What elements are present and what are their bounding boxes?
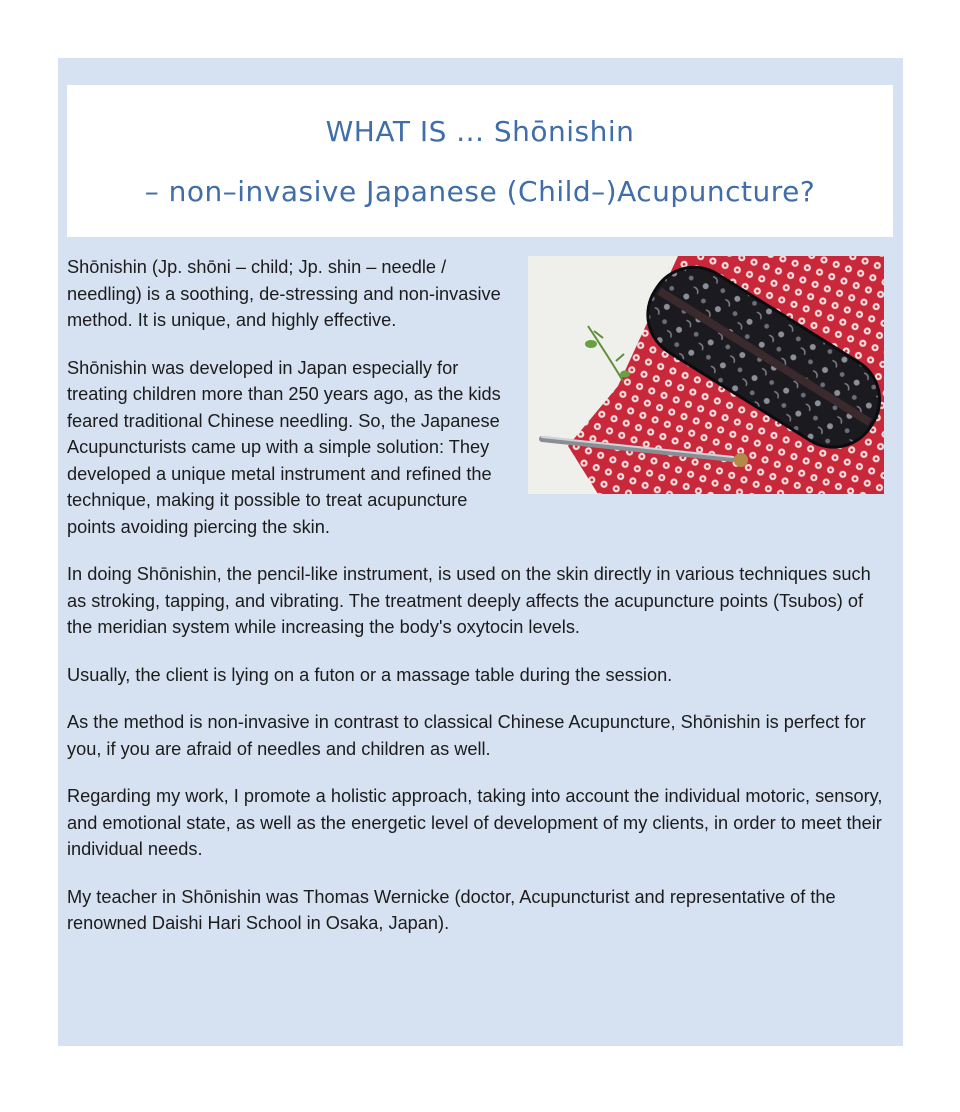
title-box [67,85,893,237]
instrument-case-photo [528,256,884,494]
content-card [58,58,903,1046]
paragraph-definition: Shōnishin (Jp. shōni – child; Jp. shin – needle / needling) is a soothing, de-stressing and non-invasive method. It is unique, and highly effective. [67,257,501,330]
paragraph-teacher: My teacher in Shōnishin was Thomas Wernicke (doctor, Acupuncturist and representative of the renowned Daishi Hari School in Osaka, Japan). [67,886,836,933]
page-subtitle: – non–invasive Japanese (Child–)Acupuncture? [144,175,816,208]
paragraph-technique: In doing Shōnishin, the pencil-like instrument, is used on the skin directly in various techniques such as stroking, tapping, and vibrating. The treatment deeply affects the acupuncture points (Tsubos) of the meridian system while increasing the body's oxytocin levels. [67,564,871,637]
paragraph-session: Usually, the client is lying on a futon or a massage table during the session. [67,664,673,685]
article-body [67,254,893,958]
paragraph-non-invasive: As the method is non-invasive in contrast to classical Chinese Acupuncture, Shōnishin is perfect for you, if you are afraid of needles and children as well. [67,712,866,759]
paragraph-history: Shōnishin was developed in Japan especially for treating children more than 250 years ago, as the kids feared traditional Chinese needling. So, the Japanese Acupuncturists came up with a simple solution: They developed a unique metal instrument and refined the technique, making it possible to treat acupuncture points avoiding piercing the skin. [67,357,501,537]
paragraph-approach: Regarding my work, I promote a holistic approach, taking into account the individual motoric, sensory, and emotional state, as well as the energetic level of development of my clients, in order to meet their individual needs. [67,786,883,859]
page-title: WHAT IS ... Shōnishin [325,115,635,148]
